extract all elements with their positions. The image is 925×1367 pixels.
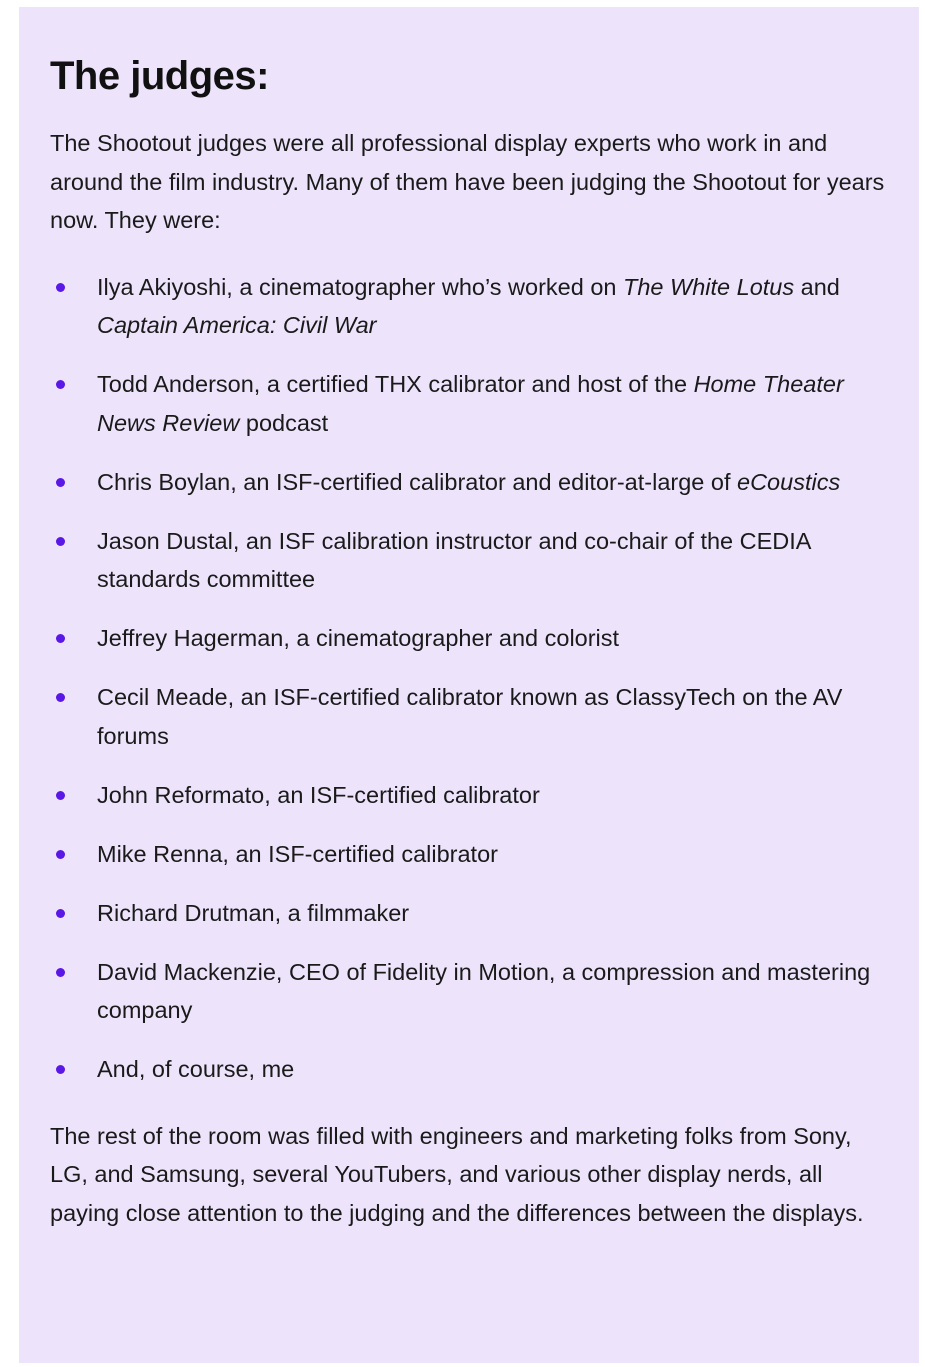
bullet-icon	[56, 380, 65, 389]
list-item-judge-anderson: Todd Anderson, a certified THX calibrator and host of the Home Theater News Review podcast	[50, 365, 887, 442]
list-item-judge-drutman: Richard Drutman, a filmmaker	[50, 894, 887, 933]
bullet-icon	[56, 283, 65, 292]
section-heading: The judges:	[50, 54, 269, 98]
list-item-judge-hagerman: Jeffrey Hagerman, a cinematographer and colorist	[50, 619, 887, 658]
list-item-judge-author: And, of course, me	[50, 1050, 887, 1089]
list-item-judge-mackenzie: David Mackenzie, CEO of Fidelity in Motion, a compression and mastering company	[50, 953, 887, 1030]
bullet-icon	[56, 693, 65, 702]
list-item-judge-reformato: John Reformato, an ISF-certified calibrator	[50, 776, 887, 815]
judges-callout-box	[19, 7, 919, 1363]
list-item-judge-renna: Mike Renna, an ISF-certified calibrator	[50, 835, 887, 874]
judges-list	[50, 268, 887, 1089]
intro-paragraph: The Shootout judges were all professional display experts who work in and around the film industry. Many of them have been judging the Shootout for years now. They were:	[50, 130, 885, 233]
list-item-judge-akiyoshi: Ilya Akiyoshi, a cinematographer who’s worked on The White Lotus and Captain America: Civil War	[50, 268, 887, 345]
outro-paragraph: The rest of the room was filled with engineers and marketing folks from Sony, LG, and Samsung, several YouTubers, and various other display nerds, all paying close attention to the judging and the differences between the displays.	[50, 1122, 864, 1226]
bullet-icon	[56, 968, 65, 977]
bullet-icon	[56, 634, 65, 643]
bullet-icon	[56, 537, 65, 546]
bullet-icon	[56, 850, 65, 859]
list-item-judge-dustal: Jason Dustal, an ISF calibration instructor and co-chair of the CEDIA standards committee	[50, 522, 887, 599]
bullet-icon	[56, 1065, 65, 1074]
bullet-icon	[56, 478, 65, 487]
bullet-icon	[56, 909, 65, 918]
bullet-icon	[56, 791, 65, 800]
list-item-judge-boylan: Chris Boylan, an ISF-certified calibrator and editor-at-large of eCoustics	[50, 463, 887, 502]
list-item-judge-meade: Cecil Meade, an ISF-certified calibrator known as ClassyTech on the AV forums	[50, 678, 887, 755]
